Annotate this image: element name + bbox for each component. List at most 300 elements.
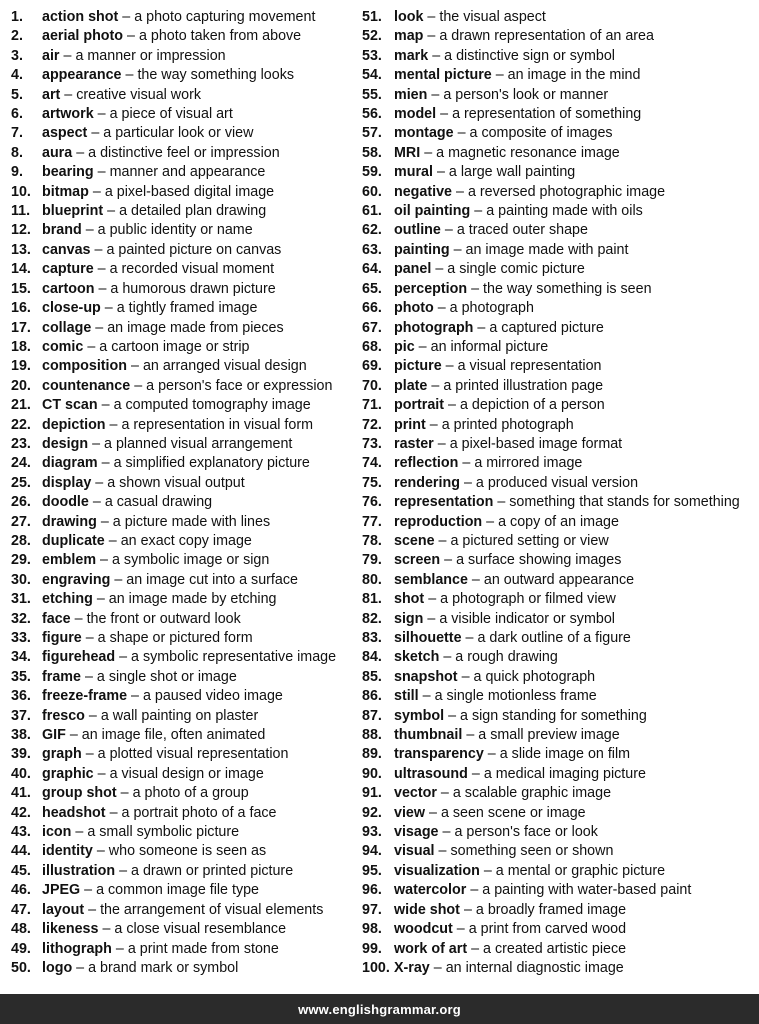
entry-separator: –: [64, 86, 73, 103]
list-item: [11, 241, 351, 260]
list-item: [362, 260, 752, 279]
entry-number: 13.: [11, 241, 31, 258]
list-item: [11, 454, 351, 473]
list-item: [362, 707, 752, 726]
entry-separator: –: [97, 765, 106, 782]
entry-separator: –: [471, 280, 480, 297]
entry-definition: a magnetic resonance image: [436, 144, 620, 161]
list-item: [362, 241, 752, 260]
entry-number: 84.: [362, 649, 382, 666]
entry-number: 14.: [11, 261, 31, 278]
list-item: [11, 726, 351, 745]
entry-number: 60.: [362, 183, 382, 200]
entry-separator: –: [429, 416, 438, 433]
entry-definition: the visual aspect: [439, 9, 546, 25]
list-item: [11, 105, 351, 124]
entry-definition: a quick photograph: [473, 668, 596, 685]
entry-definition: an internal diagnostic image: [445, 959, 624, 976]
entry-number: 77.: [362, 513, 382, 530]
list-item: [11, 357, 351, 376]
entry-separator: –: [92, 494, 101, 511]
entry-separator: –: [92, 435, 101, 452]
entry-term: drawing: [42, 513, 97, 530]
entry-separator: –: [63, 47, 72, 64]
list-item: [362, 124, 752, 143]
entry-number: 49.: [11, 940, 31, 957]
entry-separator: –: [76, 144, 85, 161]
entry-definition: a person's look or manner: [443, 86, 609, 103]
entry-number: 62.: [362, 222, 382, 239]
entry-term: emblem: [42, 552, 97, 569]
entry-term: engraving: [42, 571, 111, 588]
entry-separator: –: [131, 358, 139, 375]
entry-number: 69.: [362, 358, 382, 375]
entry-number: 65.: [362, 280, 382, 297]
entry-definition: a sign standing for something: [460, 707, 647, 724]
entry-number: 48.: [11, 921, 31, 938]
list-item: [362, 804, 752, 823]
entry-term: still: [394, 688, 419, 705]
entry-number: 44.: [11, 843, 31, 860]
list-item: [11, 551, 351, 570]
list-item: [362, 105, 752, 124]
entry-definition: a photo taken from above: [138, 28, 302, 45]
entry-separator: –: [87, 338, 96, 355]
entry-number: 24.: [11, 455, 31, 472]
entry-separator: –: [453, 241, 462, 258]
list-item: [11, 687, 351, 706]
list-item: [11, 862, 351, 881]
entry-separator: –: [429, 804, 437, 821]
entry-definition: a composite of images: [469, 125, 613, 142]
list-item: [362, 163, 752, 182]
entry-number: 15.: [11, 280, 31, 297]
entry-separator: –: [435, 261, 444, 278]
entry-separator: –: [462, 455, 471, 472]
entry-separator: –: [91, 125, 100, 142]
entry-definition: the way something looks: [137, 67, 294, 84]
entry-number: 36.: [11, 688, 31, 705]
entry-term: shot: [394, 591, 425, 608]
list-item: [11, 144, 351, 163]
entry-term: identity: [42, 843, 93, 860]
entry-number: 40.: [11, 765, 31, 782]
entry-number: 2.: [11, 28, 23, 45]
entry-number: 99.: [362, 940, 382, 957]
entry-definition: a painting made with oils: [486, 203, 643, 220]
entry-definition: a distinctive feel or impression: [88, 144, 280, 161]
entry-separator: –: [436, 164, 445, 181]
entry-definition: a manner or impression: [75, 47, 226, 64]
entry-separator: –: [442, 824, 451, 841]
entry-number: 57.: [362, 125, 382, 142]
entry-separator: –: [92, 183, 101, 200]
list-item: [11, 435, 351, 454]
entry-separator: –: [433, 959, 442, 976]
entry-definition: a photograph or filmed view: [440, 591, 616, 608]
entry-definition: a small preview image: [478, 727, 620, 744]
list-item: [11, 66, 351, 85]
list-item: [362, 86, 752, 105]
entry-separator: –: [465, 630, 474, 646]
entry-term: diagram: [42, 455, 98, 472]
entry-term: watercolor: [394, 882, 467, 899]
list-item: [11, 648, 351, 667]
word-list-column-right: [362, 8, 752, 978]
entry-separator: –: [97, 164, 106, 181]
entry-term: duplicate: [42, 532, 105, 549]
entry-term: sign: [394, 610, 424, 627]
entry-term: visage: [394, 824, 439, 841]
entry-definition: a person's face or look: [454, 824, 598, 841]
entry-number: 82.: [362, 610, 382, 627]
entry-term: figurehead: [42, 649, 116, 666]
list-item: [11, 338, 351, 357]
entry-definition: a single shot or image: [96, 668, 237, 685]
entry-separator: –: [456, 183, 464, 200]
entry-term: print: [394, 416, 426, 433]
entry-definition: a portrait photo of a face: [121, 804, 277, 821]
list-item: [11, 493, 351, 512]
entry-term: negative: [394, 183, 453, 200]
list-item: [362, 648, 752, 667]
entry-definition: creative visual work: [76, 86, 201, 103]
list-item: [362, 435, 752, 454]
entry-number: 51.: [362, 9, 382, 25]
entry-term: artwork: [42, 106, 94, 123]
entry-term: face: [42, 610, 71, 627]
entry-number: 93.: [362, 824, 382, 841]
list-item: [362, 202, 752, 221]
entry-term: layout: [42, 901, 85, 918]
entry-separator: –: [101, 455, 110, 472]
entry-number: 96.: [362, 882, 382, 899]
entry-separator: –: [69, 727, 78, 744]
list-item: [11, 47, 351, 66]
entry-term: bearing: [42, 164, 94, 181]
entry-term: ultrasound: [394, 765, 468, 782]
entry-number: 52.: [362, 28, 382, 45]
list-item: [362, 842, 752, 861]
list-item: [362, 629, 752, 648]
entry-separator: –: [127, 28, 135, 45]
entry-number: 27.: [11, 513, 31, 530]
entry-separator: –: [422, 688, 431, 705]
list-item: [362, 396, 752, 415]
entry-definition: a visual design or image: [109, 765, 264, 782]
list-item: [362, 901, 752, 920]
entry-number: 46.: [11, 882, 31, 899]
list-item: [362, 765, 752, 784]
list-item: [362, 590, 752, 609]
entry-number: 50.: [11, 959, 31, 976]
entry-definition: a humorous drawn picture: [110, 280, 276, 297]
entry-separator: –: [448, 707, 457, 724]
entry-term: aura: [42, 144, 73, 161]
list-item: [362, 280, 752, 299]
entry-term: graph: [42, 746, 82, 763]
entry-separator: –: [428, 591, 437, 608]
entry-definition: a brand mark or symbol: [88, 959, 239, 976]
list-item: [362, 66, 752, 85]
entry-number: 20.: [11, 377, 31, 394]
entry-definition: a printed photograph: [441, 416, 574, 433]
entry-term: display: [42, 474, 92, 491]
list-item: [362, 940, 752, 959]
entry-term: silhouette: [394, 630, 462, 646]
entry-number: 3.: [11, 47, 23, 64]
entry-separator: –: [85, 746, 94, 763]
list-item: [362, 377, 752, 396]
entry-number: 87.: [362, 707, 382, 724]
entry-number: 21.: [11, 397, 31, 414]
list-item: [362, 27, 752, 46]
entry-term: transparency: [394, 746, 484, 763]
entry-term: bitmap: [42, 183, 89, 200]
entry-separator: –: [134, 377, 143, 394]
entry-number: 11.: [11, 203, 31, 220]
list-item: [11, 940, 351, 959]
entry-definition: a recorded visual moment: [109, 261, 275, 278]
entry-number: 25.: [11, 474, 31, 491]
entry-separator: –: [96, 591, 105, 608]
entry-number: 78.: [362, 532, 382, 549]
entry-separator: –: [471, 571, 480, 588]
entry-separator: –: [85, 222, 94, 239]
list-item: [362, 726, 752, 745]
entry-definition: the front or outward look: [86, 610, 241, 627]
list-item: [11, 396, 351, 415]
list-item: [362, 183, 752, 202]
entry-term: screen: [394, 552, 441, 569]
entry-term: representation: [394, 494, 494, 511]
entry-number: 58.: [362, 144, 382, 161]
entry-term: composition: [42, 358, 127, 375]
list-item: [11, 27, 351, 46]
entry-separator: –: [107, 203, 116, 220]
entry-separator: –: [95, 319, 104, 336]
entry-number: 64.: [362, 261, 382, 278]
entry-definition: a symbolic representative image: [131, 649, 337, 666]
entry-number: 73.: [362, 435, 382, 452]
entry-definition: manner and appearance: [109, 164, 266, 181]
list-item: [11, 610, 351, 629]
list-item: [362, 8, 752, 27]
entry-definition: an image in the mind: [507, 67, 641, 84]
entry-definition: a mirrored image: [474, 455, 583, 472]
entry-separator: –: [85, 630, 94, 646]
entry-separator: –: [88, 707, 97, 724]
entry-definition: a slide image on film: [499, 746, 631, 763]
entry-definition: a representation of something: [452, 106, 642, 123]
entry-number: 83.: [362, 630, 382, 646]
entry-definition: an image made from pieces: [107, 319, 284, 336]
entry-definition: a drawn or printed picture: [131, 862, 294, 879]
entry-definition: a drawn representation of an area: [439, 28, 654, 45]
entry-separator: –: [457, 125, 466, 142]
entry-number: 31.: [11, 591, 31, 608]
entry-separator: –: [131, 688, 139, 705]
entry-separator: –: [119, 649, 128, 666]
list-item: [362, 144, 752, 163]
list-item: [362, 454, 752, 473]
entry-separator: –: [74, 610, 83, 627]
entry-separator: –: [456, 921, 465, 938]
entry-definition: a visual representation: [457, 358, 602, 375]
entry-definition: a tightly framed image: [116, 300, 258, 317]
entry-definition: a photograph: [449, 300, 534, 317]
entry-term: wide shot: [394, 901, 460, 918]
entry-number: 47.: [11, 901, 31, 918]
entry-definition: a casual drawing: [104, 494, 213, 511]
entry-term: MRI: [394, 144, 421, 161]
entry-term: work of art: [394, 940, 468, 957]
entry-definition: an image made by etching: [108, 591, 277, 608]
entry-definition: a shape or pictured form: [97, 630, 253, 646]
entry-number: 92.: [362, 804, 382, 821]
list-item: [362, 338, 752, 357]
list-item: [11, 842, 351, 861]
entry-separator: –: [122, 9, 131, 25]
entry-term: aspect: [42, 125, 88, 142]
entry-number: 54.: [362, 67, 382, 84]
entry-separator: –: [463, 901, 472, 918]
entry-definition: an informal picture: [430, 338, 549, 355]
entry-term: photograph: [394, 319, 474, 336]
entry-separator: –: [84, 882, 93, 899]
list-item: [362, 823, 752, 842]
entry-term: raster: [394, 435, 434, 452]
entry-term: snapshot: [394, 668, 458, 685]
entry-number: 45.: [11, 862, 31, 879]
entry-separator: –: [440, 106, 449, 123]
entry-term: panel: [394, 261, 432, 278]
entry-term: thumbnail: [394, 727, 463, 744]
list-item: [362, 551, 752, 570]
entry-term: blueprint: [42, 203, 104, 220]
entry-definition: a broadly framed image: [475, 901, 627, 918]
entry-definition: a photo capturing movement: [134, 9, 316, 25]
entry-definition: an arranged visual design: [142, 358, 307, 375]
list-item: [11, 377, 351, 396]
list-item: [362, 959, 752, 978]
entry-separator: –: [88, 901, 97, 918]
entry-definition: something seen or shown: [450, 843, 614, 860]
entry-separator: –: [96, 843, 105, 860]
entry-separator: –: [444, 552, 453, 569]
entry-separator: –: [114, 571, 123, 588]
entry-term: action shot: [42, 9, 119, 25]
list-item: [11, 319, 351, 338]
list-item: [11, 163, 351, 182]
entry-definition: a painted picture on canvas: [106, 241, 282, 258]
entry-number: 34.: [11, 649, 31, 666]
entry-definition: a rough drawing: [455, 649, 558, 666]
entry-term: map: [394, 28, 424, 45]
list-item: [11, 513, 351, 532]
entry-definition: a surface showing images: [456, 552, 622, 569]
entry-number: 41.: [11, 785, 31, 802]
entry-term: photo: [394, 300, 434, 317]
entry-term: likeness: [42, 921, 99, 938]
entry-term: symbol: [394, 707, 445, 724]
entry-separator: –: [471, 940, 480, 957]
list-item: [11, 260, 351, 279]
entry-term: depiction: [42, 416, 106, 433]
entry-separator: –: [445, 358, 454, 375]
entry-number: 59.: [362, 164, 382, 181]
entry-definition: a detailed plan drawing: [119, 203, 267, 220]
entry-number: 23.: [11, 435, 31, 452]
entry-term: mural: [394, 164, 433, 181]
entry-term: design: [42, 435, 89, 452]
list-item: [362, 319, 752, 338]
entry-definition: a paused video image: [142, 688, 283, 705]
entry-definition: an outward appearance: [483, 571, 635, 588]
entry-number: 94.: [362, 843, 382, 860]
list-item: [11, 8, 351, 27]
entry-number: 7.: [11, 125, 23, 142]
entry-number: 55.: [362, 86, 382, 103]
entry-term: perception: [394, 280, 468, 297]
entry-separator: –: [427, 610, 436, 627]
entry-definition: a computed tomography image: [113, 397, 311, 414]
entry-separator: –: [448, 397, 456, 414]
entry-separator: –: [444, 222, 453, 239]
entry-definition: a traced outer shape: [456, 222, 588, 239]
entry-number: 85.: [362, 668, 382, 685]
list-item: [11, 221, 351, 240]
list-item: [362, 668, 752, 687]
entry-separator: –: [495, 67, 504, 84]
entry-term: collage: [42, 319, 92, 336]
list-item: [362, 862, 752, 881]
entry-term: plate: [394, 377, 428, 394]
entry-number: 63.: [362, 241, 382, 258]
entry-separator: –: [104, 300, 113, 317]
entry-separator: –: [108, 532, 117, 549]
entry-definition: a planned visual arrangement: [104, 435, 293, 452]
entry-definition: a simplified explanatory picture: [113, 455, 310, 472]
entry-term: figure: [42, 630, 82, 646]
entry-definition: the way something is seen: [483, 280, 652, 297]
entry-term: vector: [394, 785, 437, 802]
list-item: [11, 823, 351, 842]
entry-number: 30.: [11, 571, 31, 588]
entry-definition: a captured picture: [489, 319, 604, 336]
entry-term: oil painting: [394, 203, 471, 220]
entry-separator: –: [443, 649, 452, 666]
entry-separator: –: [474, 203, 483, 220]
entry-separator: –: [440, 785, 449, 802]
entry-number: 74.: [362, 455, 382, 472]
list-item: [362, 474, 752, 493]
entry-term: woodcut: [394, 921, 453, 938]
entry-term: painting: [394, 241, 450, 258]
entry-definition: a print from carved wood: [468, 921, 627, 938]
entry-separator: –: [100, 513, 109, 530]
entry-separator: –: [115, 940, 124, 957]
entry-separator: –: [102, 921, 111, 938]
entry-number: 35.: [11, 668, 31, 685]
entry-term: comic: [42, 338, 84, 355]
entry-term: scene: [394, 532, 435, 549]
entry-term: mental picture: [394, 67, 492, 84]
entry-term: mien: [394, 86, 428, 103]
entry-separator: –: [438, 843, 447, 860]
entry-definition: a reversed photographic image: [467, 183, 666, 200]
entry-number: 61.: [362, 203, 382, 220]
